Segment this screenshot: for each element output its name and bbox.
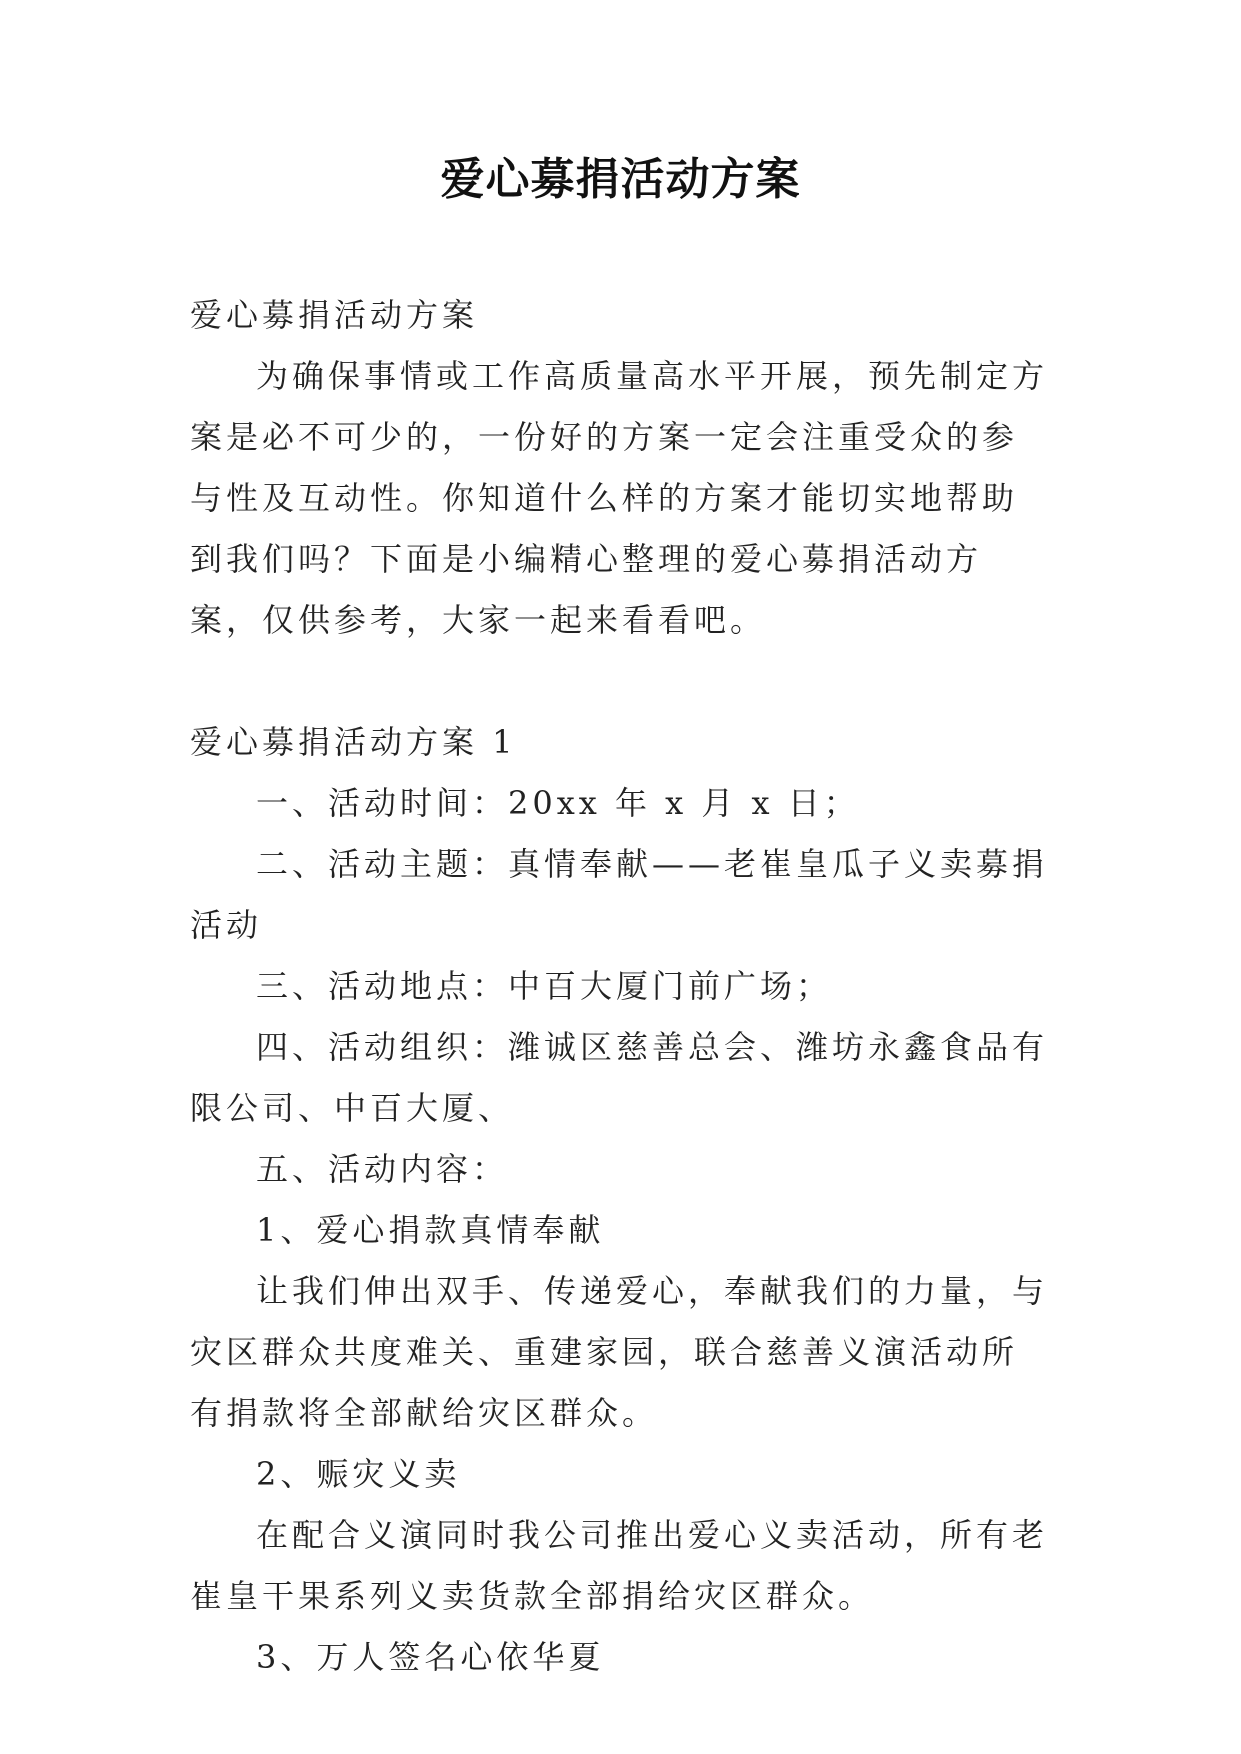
subitem-signature-heading: 3、万人签名心依华夏 xyxy=(256,1638,605,1676)
subitem-charity-sale-text: 在配合义演同时我公司推出爱心义卖活动，所有老崔皇干果系列义卖货款全部捐给灾区群众。 xyxy=(190,1516,1049,1615)
item-location: 三、活动地点：中百大厦门前广场； xyxy=(256,967,833,1005)
section-spacer xyxy=(190,651,1052,712)
subitem-donation-text: 让我们伸出双手、传递爱心，奉献我们的力量，与灾区群众共度难关、重建家园，联合慈善义演活动所有捐款将全部献给灾区群众。 xyxy=(190,1272,1049,1432)
document-body xyxy=(190,285,1052,1688)
intro-heading: 爱心募捐活动方案 xyxy=(190,296,479,334)
document-title: 爱心募捐活动方案 xyxy=(440,154,801,205)
subitem-charity-sale-heading: 2、赈灾义卖 xyxy=(256,1455,461,1493)
item-organizers: 四、活动组织：潍诚区慈善总会、潍坊永鑫食品有限公司、中百大厦、 xyxy=(190,1028,1049,1127)
intro-paragraph: 为确保事情或工作高质量高水平开展，预先制定方案是必不可少的，一份好的方案一定会注重受众的参与性及互动性。你知道什么样的方案才能切实地帮助到我们吗？下面是小编精心整理的爱心募捐活动方案，仅供参考，大家一起来看看吧。 xyxy=(190,357,1049,639)
section-heading: 爱心募捐活动方案 1 xyxy=(190,723,517,761)
item-content-heading: 五、活动内容： xyxy=(256,1150,509,1188)
item-theme: 二、活动主题：真情奉献——老崔皇瓜子义卖募捐活动 xyxy=(190,845,1049,944)
subitem-donation-heading: 1、爱心捐款真情奉献 xyxy=(256,1211,605,1249)
item-time: 一、活动时间：20xx 年 x 月 x 日； xyxy=(256,784,860,822)
